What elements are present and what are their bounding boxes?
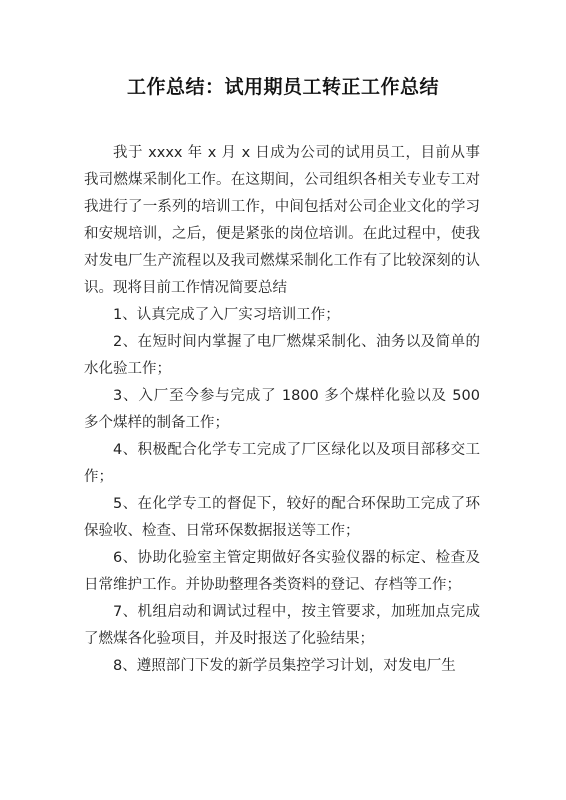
list-item-8: 8、遵照部门下发的新学员集控学习计划，对发电厂生 bbox=[113, 658, 456, 674]
list-item-2: 2、在短时间内掌握了电厂燃煤采制化、油务以及简单的水化验工作； bbox=[84, 334, 480, 377]
list-item-4: 4、积极配合化学专工完成了厂区绿化以及项目部移交工作； bbox=[84, 442, 480, 485]
list-item-3: 3、入厂至今参与完成了 1800 多个煤样化验以及 500 多个煤样的制备工作； bbox=[84, 388, 480, 431]
document-title: 工作总结：试用期员工转正工作总结 bbox=[126, 76, 439, 98]
intro-paragraph: 我于 xxxx 年 x 月 x 日成为公司的试用员工，目前从事我司燃煤采制化工作。在这期间，公司组织各相关专业专工对我进行了一系列的培训工作，中间包括对公司企业文化的学习和安规培训，之后，便是紧张的岗位培训。在此过程中，使我对发电厂生产流程以及我司燃煤采制化工作有了比较深刻的认识。现将目前工作情况简要总结 bbox=[84, 145, 480, 296]
document-body bbox=[84, 140, 480, 680]
list-item-5: 5、在化学专工的督促下，较好的配合环保助工完成了环保验收、检查、日常环保数据报送等工作； bbox=[84, 496, 480, 539]
list-item-7: 7、机组启动和调试过程中，按主管要求，加班加点完成了燃煤各化验项目，并及时报送了化验结果； bbox=[84, 604, 480, 647]
list-item-1: 1、认真完成了入厂实习培训工作； bbox=[113, 307, 340, 323]
list-item-6: 6、协助化验室主管定期做好各实验仪器的标定、检查及日常维护工作。并协助整理各类资料的登记、存档等工作； bbox=[84, 550, 480, 593]
